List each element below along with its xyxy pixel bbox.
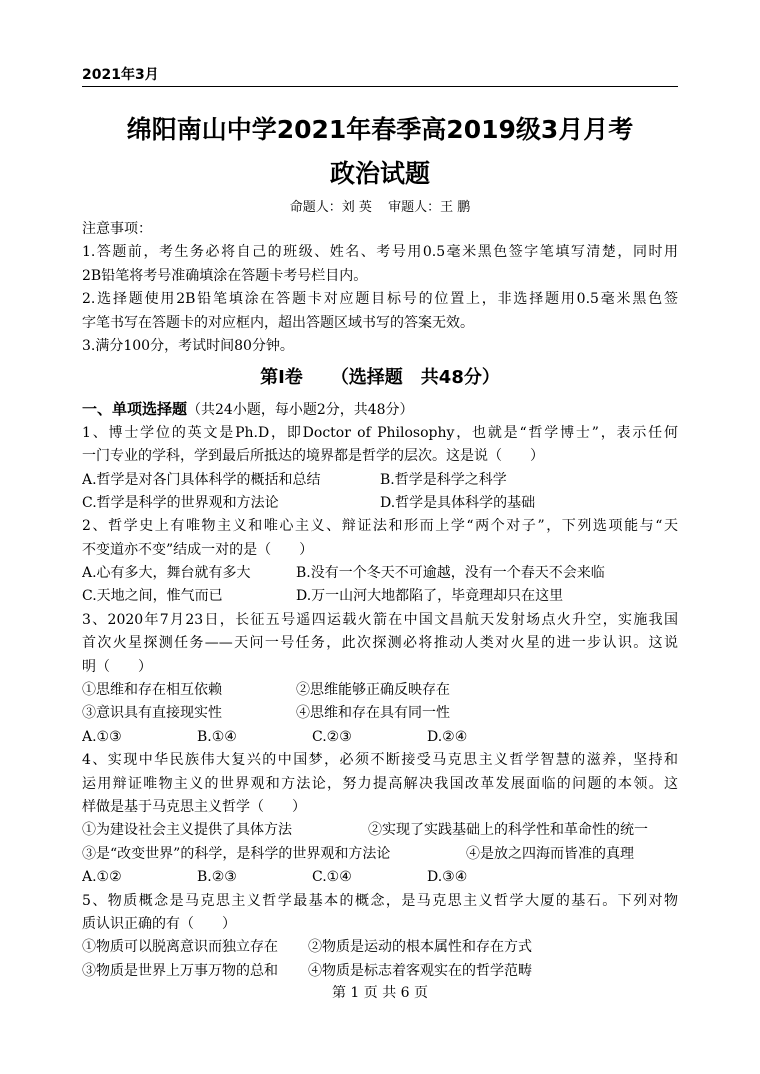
q4-option-b: B.②③ [197, 869, 237, 886]
q4-statement-3: ③是“改变世界”的科学，是科学的世界观和方法论 [82, 845, 391, 862]
note-1: 1.答题前，考生务必将自己的班级、姓名、考号用0.5毫米黑色签字笔填写清楚，同时用 [82, 244, 678, 261]
setter: 命题人：刘 英 [289, 200, 372, 215]
q2-stem: 2、哲学史上有唯物主义和唯心主义、辩证法和形而上学“两个对子”，下列选项能与“天 [82, 518, 678, 535]
q4-statements-12 [82, 819, 678, 842]
q2-option-c: C.天地之间，惟气而已 [82, 588, 223, 605]
q4-option-c: C.①④ [312, 869, 352, 886]
exam-title: 绵阳南山中学2021年春季高2019级3月月考 [126, 115, 634, 144]
q2-option-a: A.心有多大，舞台就有多大 [82, 565, 251, 582]
q3-stem-cont: 首次火星探测任务——天问一号任务，此次探测必将推动人类对火星的进一步认识。这说 [82, 635, 678, 652]
volume-desc: （选择题 共48分） [330, 367, 500, 389]
q3-statement-4: ④思维和存在具有同一性 [296, 705, 450, 722]
q1-stem: 1、博士学位的英文是Ph.D，即Doctor of Philosophy，也就是“哲学博士”，表示任何 [82, 424, 678, 441]
note-2-cont: 字笔书写在答题卡的对应框内，超出答题区域书写的答案无效。 [82, 314, 474, 331]
q5-statement-2: ②物质是运动的根本属性和存在方式 [308, 939, 532, 956]
q3-statement-3: ③意识具有直接现实性 [82, 705, 222, 722]
q5-statement-1: ①物质可以脱离意识而独立存在 [82, 939, 278, 956]
q4-stem: 4、实现中华民族伟大复兴的中国梦，必须不断接受马克思主义哲学智慧的滋养，坚持和 [82, 752, 678, 769]
page-footer: 第 1 页 共 6 页 [331, 985, 429, 1001]
header-date: 2021年3月 [82, 67, 159, 83]
q3-statements-12 [82, 679, 678, 702]
q3-statements-34 [82, 702, 678, 725]
q1-option-d: D.哲学是具体科学的基础 [380, 494, 536, 511]
q1-options-cd [82, 492, 678, 515]
q3-stem: 3、2020年7月23日，长征五号遥四运载火箭在中国文昌航天发射场点火升空，实施我国 [82, 611, 678, 628]
q5-stem-cont: 质认识正确的有（ ） [82, 915, 236, 932]
part-title: 一、单项选择题 [82, 400, 188, 419]
q5-statements-12 [82, 936, 678, 959]
q3-option-d: D.②④ [427, 728, 468, 745]
q4-stem-cont: 运用辩证唯物主义的世界观和方法论，努力提高解决我国改革发展面临的问题的本领。这 [82, 775, 678, 792]
q3-option-a: A.①③ [82, 728, 122, 745]
q5-statement-4: ④物质是标志着客观实在的哲学范畴 [308, 962, 532, 979]
header-rule [82, 86, 678, 87]
q3-stem-end: 明（ ） [82, 658, 152, 675]
q3-option-b: B.①④ [197, 728, 237, 745]
part-heading [82, 398, 678, 421]
exam-body [82, 218, 678, 983]
q5-stem: 5、物质概念是马克思主义哲学最基本的概念，是马克思主义哲学大厦的基石。下列对物 [82, 892, 678, 909]
q4-statement-1: ①为建设社会主义提供了具体方法 [82, 822, 292, 839]
q1-stem-cont: 一门专业的学科，学到最后所抵达的境界都是哲学的层次。这是说（ ） [82, 448, 544, 465]
q4-statements-34 [82, 843, 678, 866]
notes-heading: 注意事项： [82, 221, 152, 237]
q1-option-b: B.哲学是科学之科学 [380, 471, 507, 488]
q1-option-a: A.哲学是对各门具体科学的概括和总结 [82, 471, 321, 488]
q3-option-c: C.②③ [312, 728, 352, 745]
q5-statement-3: ③物质是世界上万事万物的总和 [82, 962, 278, 979]
q1-options-ab [82, 469, 678, 492]
q1-option-c: C.哲学是科学的世界观和方法论 [82, 494, 279, 511]
section-heading [82, 358, 678, 398]
q2-option-b: B.没有一个冬天不可逾越，没有一个春天不会来临 [296, 565, 605, 582]
q4-option-d: D.③④ [427, 869, 468, 886]
q3-statement-2: ②思维能够正确反映存在 [296, 682, 450, 699]
q3-statement-1: ①思维和存在相互依赖 [82, 682, 222, 699]
authors [0, 196, 760, 215]
note-3: 3.满分100分，考试时间80分钟。 [82, 337, 294, 354]
q5-statements-34 [82, 960, 678, 983]
note-1-cont: 2B铅笔将考号准确填涂在答题卡考号栏目内。 [82, 267, 368, 284]
q4-statement-2: ②实现了实践基础上的科学性和革命性的统一 [368, 822, 648, 839]
part-info: （共24小题，每小题2分，共48分） [187, 402, 414, 419]
q3-options [82, 726, 678, 749]
q4-statement-4: ④是放之四海而皆准的真理 [466, 845, 634, 862]
q4-option-a: A.①② [82, 869, 122, 886]
q2-options-cd [82, 585, 678, 608]
volume-label: 第Ⅰ卷 [260, 367, 303, 389]
note-2: 2.选择题使用2B铅笔填涂在答题卡对应题目标号的位置上，非选择题用0.5毫米黑色签 [82, 291, 678, 308]
q2-option-d: D.万一山河大地都陷了，毕竟理却只在这里 [296, 588, 564, 605]
reviewer: 审题人：王 鹏 [388, 200, 471, 215]
exam-subject: 政治试题 [329, 159, 430, 188]
q4-options [82, 866, 678, 889]
q2-stem-cont: 不变道亦不变”结成一对的是（ ） [82, 541, 314, 558]
q4-stem-end: 样做是基于马克思主义哲学（ ） [82, 798, 306, 815]
q2-options-ab [82, 562, 678, 585]
